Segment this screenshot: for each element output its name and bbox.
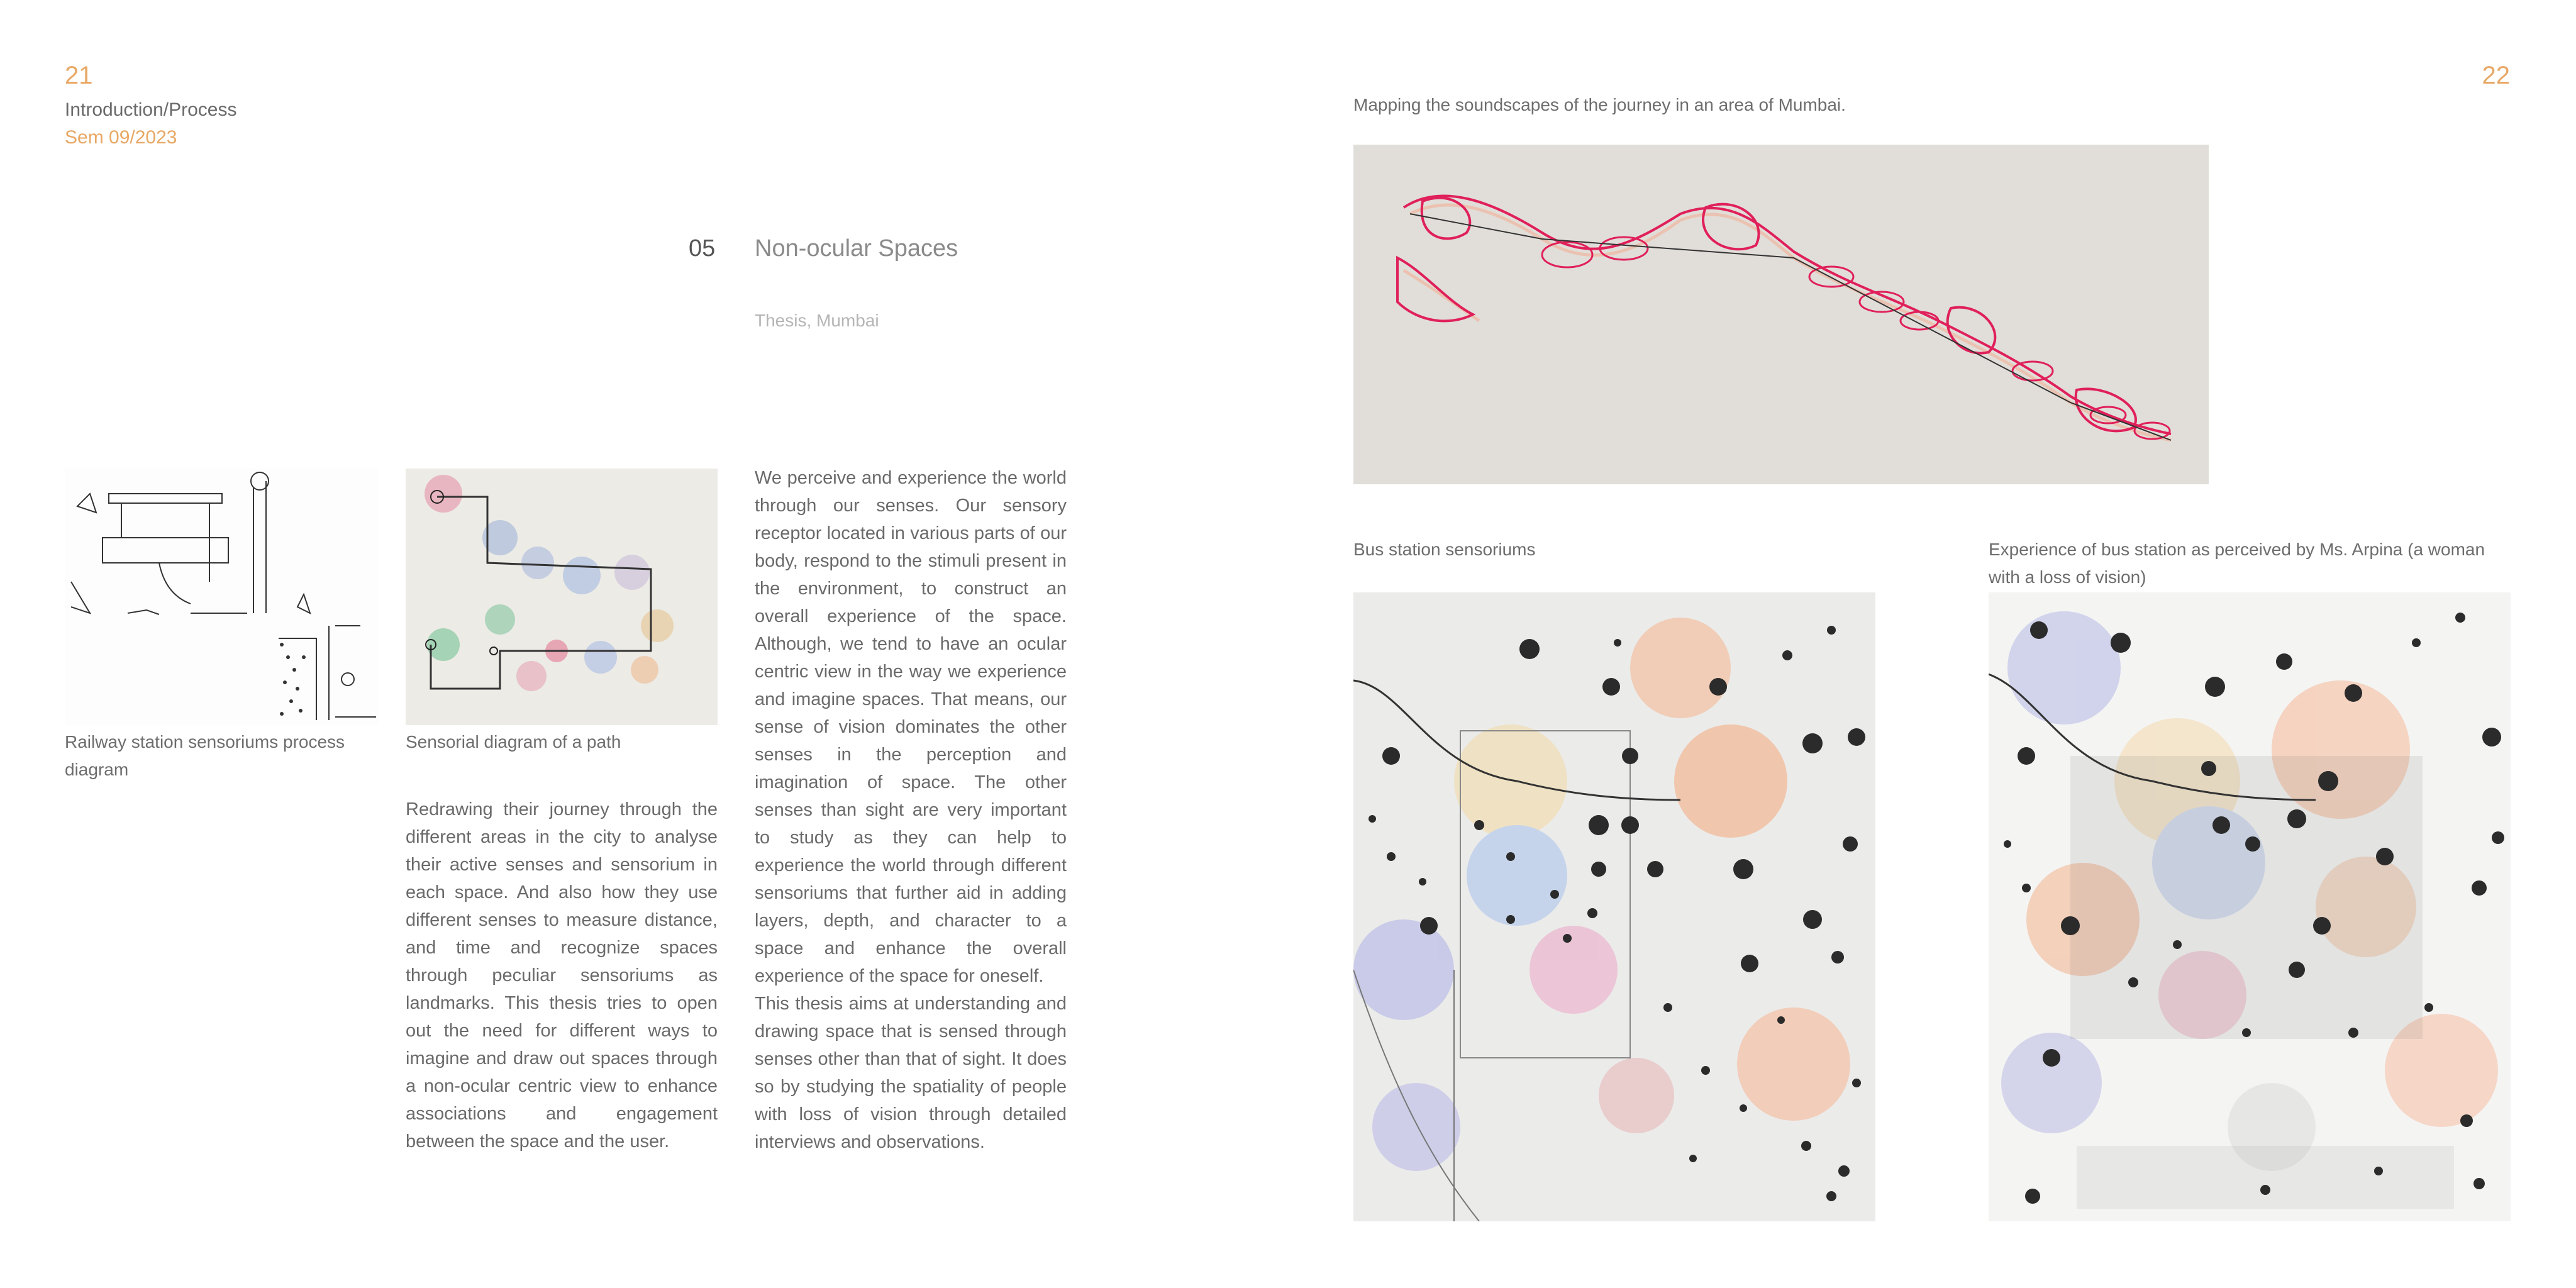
text-column-2-paragraph-2: This thesis aims at understanding and drawing space that is sensed through senses other than that of sight. It does so by studying the spatiality of people with loss of vision through detailed interviews and observations. (755, 994, 1067, 1152)
text-column-2 (755, 464, 1067, 1156)
sensorial-path-diagram (406, 469, 718, 725)
page-number-left: 21 (65, 62, 93, 89)
project-number: 05 (689, 235, 716, 262)
bus-station-sensorium-drawing (1353, 592, 1875, 1221)
bus-station-caption: Bus station sensoriums (1353, 540, 1536, 559)
text-column-1 (406, 796, 718, 1155)
page-number-right: 22 (2482, 62, 2510, 89)
semester-label: Sem 09/2023 (65, 127, 177, 148)
figure-2-caption: Sensorial diagram of a path (406, 732, 621, 752)
arpina-experience-caption: Experience of bus station as perceived by Ms. Arpina (a woman with a loss of vision) (1989, 540, 2485, 587)
text-column-1-paragraph: Redrawing their journey through the different areas in the city to analyse their active senses and sensorium in each space. And also how they use different senses to measure distance, and time and recognize spaces through peculiar sensoriums as landmarks. This thesis tries to open out the need for different ways to imagine and draw out spaces through a non-ocular centric view to enhance associations and engagement between the space and the user. (406, 799, 718, 1152)
section-label: Introduction/Process (65, 99, 237, 120)
soundscape-map (1353, 145, 2209, 484)
soundscape-caption: Mapping the soundscapes of the journey in an area of Mumbai. (1353, 95, 1846, 114)
text-column-2-paragraph-1: We perceive and experience the world through our senses. Our sensory receptor located in various parts of our body, respond to the stimuli present in the environment, to construct an overall experience of the space. Although, we tend to have an ocular centric view in the way we experience and imagine spaces. That means, our sense of vision dominates the other senses in the perception and imagination of space. The other senses than sight are very important to study as they can help to experience the world through different sensoriums that further aid in adding layers, depth, and character to a space and enhance the overall experience of the space for oneself. (755, 468, 1067, 986)
project-subtitle: Thesis, Mumbai (755, 311, 879, 330)
arpina-experience-drawing (1989, 592, 2511, 1221)
railway-sensorium-sketch (65, 469, 378, 725)
figure-1-caption: Railway station sensoriums process diagram (65, 732, 345, 779)
project-title: Non-ocular Spaces (755, 235, 958, 262)
